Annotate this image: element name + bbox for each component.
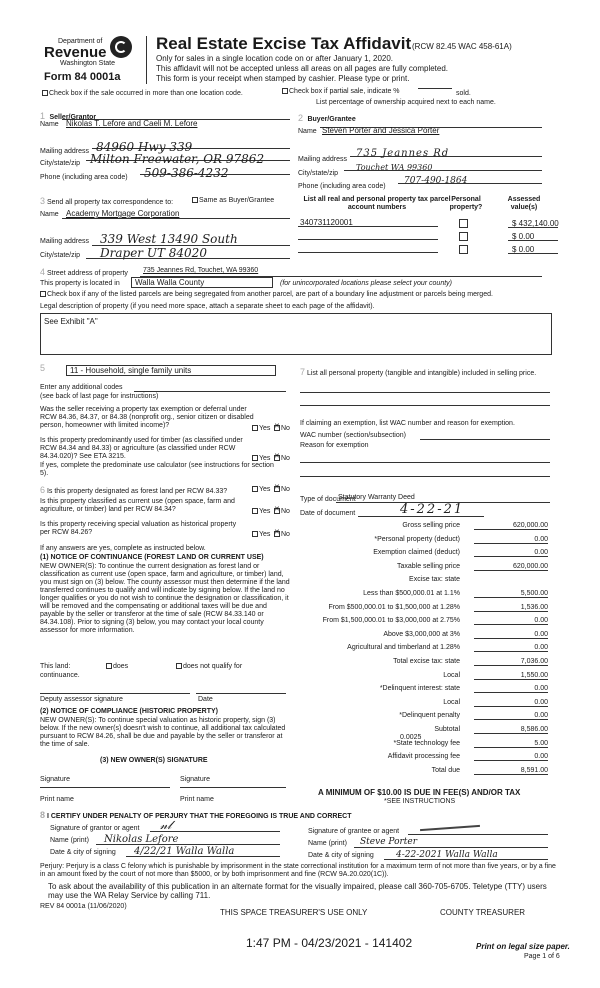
- corr-mailing-label: Mailing address: [40, 238, 90, 245]
- personal-property-line-2[interactable]: [300, 405, 550, 406]
- tax-row-label: Taxable selling price: [396, 562, 460, 570]
- tax-row-value[interactable]: 1,536.00: [474, 604, 548, 612]
- grantee-signature-line[interactable]: [408, 834, 548, 835]
- buyer-mailing-field[interactable]: 735 Jeannes Rd: [356, 148, 450, 159]
- use-code-select[interactable]: 11 - Household, single family units: [66, 365, 276, 376]
- header-note-2: This affidavit will not be accepted unless all areas on all pages are fully completed.: [156, 64, 449, 73]
- owner-signature-1-line[interactable]: [40, 787, 170, 788]
- section-5-number: 5: [40, 363, 46, 373]
- multi-location-label: Check box if the sale occurred in more than one location code.: [49, 90, 243, 97]
- form-title: Real Estate Excise Tax Affidavit: [156, 34, 412, 53]
- county-treasurer-label: COUNTY TREASURER: [440, 908, 526, 917]
- county-select[interactable]: Walla Walla County: [131, 277, 273, 288]
- tax-row: [300, 671, 560, 683]
- timber-if-yes-note: If yes, complete the predominate use calculator (see instructions for section 5).: [40, 462, 274, 477]
- tax-row: [300, 698, 560, 710]
- forest-question: 6 Is this property designated as forest land per RCW 84.33?: [40, 485, 228, 495]
- seller-city-field[interactable]: Milton Freewater, OR 97862: [90, 152, 265, 166]
- tax-row-label: From $1,500,000.01 to $3,000,000 at 2.75%: [322, 617, 460, 625]
- parcel-row-2-value-line: [508, 240, 558, 241]
- alt-format-notice: To ask about the availability of this publication in an alternate format for the visually impaired, please call 360-705-6705. Teletype (TTY) users may use the WA Relay Service by calling 711.: [48, 882, 547, 900]
- treasurer-use-label: THIS SPACE TREASURER'S USE ONLY: [220, 908, 368, 917]
- grantee-signature-label: Signature of grantee or agent: [308, 828, 400, 835]
- certify-statement: 8 I CERTIFY UNDER PENALTY OF PERJURY THAT THE FOREGOING IS TRUE AND CORRECT: [40, 810, 352, 820]
- current-use-no-checkbox[interactable]: ✕ No: [274, 508, 290, 516]
- see-instructions-note: *SEE INSTRUCTIONS: [384, 798, 456, 805]
- tax-row-label: Total due: [431, 766, 460, 774]
- tax-row: [300, 616, 560, 628]
- doc-date-field[interactable]: 4-22-21: [400, 502, 465, 517]
- tax-row-label: Local: [443, 698, 460, 706]
- corr-city-field[interactable]: Draper UT 84020: [100, 246, 207, 260]
- owner-signature-1-label: Signature: [40, 776, 70, 783]
- tax-row-value[interactable]: 1,550.00: [474, 672, 548, 680]
- owner-print-2-label: Print name: [180, 796, 214, 803]
- new-owner-signature-title: (3) NEW OWNER(S) SIGNATURE: [100, 757, 208, 764]
- legal-description-label: Legal description of property (if you need more space, attach a separate sheet to each page of the affidavit).: [40, 303, 375, 310]
- tax-row-label: Subtotal: [434, 726, 460, 733]
- tax-row: [300, 562, 560, 574]
- cashier-stamp: 1:47 PM - 04/23/2021 - 141402: [246, 936, 413, 950]
- exemption-no-checkbox[interactable]: ✕ No: [274, 425, 290, 433]
- partial-sale-checkbox[interactable]: [282, 88, 400, 96]
- timber-no-checkbox[interactable]: ✕ No: [274, 455, 290, 463]
- grantor-name-label: Name (print): [50, 837, 89, 844]
- exemption-claim-label: If claiming an exemption, list WAC number and reason for exemption.: [300, 420, 515, 427]
- header-note-1: Only for sales in a single location code on or after January 1, 2020.: [156, 54, 394, 63]
- historic-question: Is this property receiving special valuation as historical property per RCW 84.26?: [40, 521, 237, 536]
- tax-row-label: Less than $500,000.01 at 1.1%: [363, 590, 460, 597]
- deputy-date-line[interactable]: [196, 693, 286, 694]
- buyer-name-label: Name: [298, 128, 317, 135]
- header-divider: [146, 36, 147, 84]
- segregated-checkbox[interactable]: [40, 291, 550, 299]
- seller-phone-label: Phone (including area code): [40, 174, 128, 181]
- header-note-3: This form is your receipt when stamped by cashier. Please type or print.: [156, 74, 410, 83]
- sold-label: sold.: [456, 90, 471, 97]
- current-use-yes-checkbox[interactable]: Yes: [252, 508, 270, 516]
- grantee-name-label: Name (print): [308, 840, 347, 847]
- tax-row-label: Excise tax: state: [409, 576, 460, 584]
- tax-row-label: *State technology fee: [393, 739, 460, 747]
- tax-row-value[interactable]: 620,000.00: [474, 522, 548, 530]
- parcel-row-3-value[interactable]: $ 0.00: [512, 245, 535, 254]
- deputy-signature-line[interactable]: [40, 693, 190, 694]
- grantee-date-label: Date & city of signing: [308, 852, 374, 859]
- additional-codes-field[interactable]: [134, 391, 286, 392]
- deputy-signature-label: Deputy assessor signature: [40, 696, 123, 703]
- exemption-yes-checkbox[interactable]: Yes: [252, 425, 270, 433]
- tax-row-label: Affidavit processing fee: [387, 753, 460, 761]
- continuance-title: (1) NOTICE OF CONTINUANCE (FOREST LAND OR CURRENT USE): [40, 554, 264, 561]
- doc-date-line: [358, 516, 484, 517]
- property-located-label: This property is located in: [40, 280, 120, 287]
- historic-yes-checkbox[interactable]: Yes: [252, 531, 270, 539]
- tax-row: [300, 575, 560, 587]
- timber-yes-checkbox[interactable]: Yes: [252, 455, 270, 463]
- tax-row: [300, 548, 560, 560]
- revision-number: REV 84 0001a (11/06/2020): [40, 903, 127, 910]
- seller-name-label: Name: [40, 121, 59, 128]
- perjury-notice: Perjury: Perjury is a class C felony which is punishable by imprisonment in the state correctional institution for a maximum term of not more than five years, or by a fine in an amount fixed by the court of not more than $5000, or by both imprisonment and fine (RCW 9A.20.020(1C)).: [40, 863, 556, 878]
- corr-name-label: Name: [40, 211, 59, 218]
- partial-percent-field[interactable]: [418, 88, 452, 89]
- historic-no-checkbox[interactable]: ✕ No: [274, 531, 290, 539]
- parcel-row-1-account[interactable]: 340731120001: [300, 218, 353, 227]
- exemption-reason-line-2[interactable]: [300, 476, 550, 477]
- buyer-phone-label: Phone (including area code): [298, 183, 386, 190]
- grantee-name-field[interactable]: Steve Porter: [360, 837, 418, 847]
- parcel-row-1-value[interactable]: $ 432,140.00: [512, 219, 559, 228]
- current-use-question: Is this property classified as current use (open space, farm and agriculture, or timber) land per RCW 84.34?: [40, 498, 235, 513]
- tax-row: [300, 766, 560, 778]
- grantor-date-field[interactable]: 4/22/21 Walla Walla: [134, 846, 235, 857]
- tax-row-label: *Personal property (deduct): [374, 535, 460, 543]
- buyer-city-label: City/state/zip: [298, 170, 339, 177]
- tax-row: [300, 589, 560, 601]
- tax-row-value[interactable]: 0.00: [474, 617, 548, 625]
- tax-row-label: From $500,000.01 to $1,500,000 at 1.28%: [328, 603, 460, 611]
- form-statute: (RCW 82.45 WAC 458-61A): [412, 42, 512, 51]
- parcel-row-1-value-line: [508, 227, 558, 228]
- unincorporated-note: (for unincorporated locations please select your county): [280, 280, 452, 287]
- minimum-due-note: A MINIMUM OF $10.00 IS DUE IN FEE(S) AND/OR TAX: [318, 788, 521, 797]
- parcel-row-1-personal-checkbox[interactable]: [459, 219, 468, 228]
- correspondence-heading: 3 Send all property tax correspondence to:: [40, 196, 174, 206]
- buyer-mailing-label: Mailing address: [298, 156, 348, 163]
- additional-codes-note: (see back of last page for instructions): [40, 393, 159, 400]
- tax-row: [300, 711, 560, 723]
- tax-row: [300, 739, 560, 751]
- buyer-city-field[interactable]: Touchet WA 99360: [356, 163, 433, 172]
- personal-property-label: 7 List all personal property (tangible and intangible) included in selling price.: [300, 367, 537, 377]
- grantor-name-field[interactable]: Nikolas Lefore: [104, 834, 179, 845]
- tax-row-value[interactable]: 0.00: [474, 712, 548, 720]
- corr-name-line: [62, 218, 290, 219]
- grantee-signature-icon: [420, 825, 480, 831]
- grantee-date-field[interactable]: 4-22-2021 Walla Walla: [396, 850, 498, 860]
- continuance-text: NEW OWNER(S): To continue the current designation as forest land or classification as current use (open space, farm and agriculture, or timber) land, you must sign on (3) below. The county assessor must then determine if the land transferred continues to qualify and will indicate by signing below. If the land no longer qualifies or you do not wish to continue the designation or classification, it will be removed and the compensating or additional taxes will be due and payable by the seller or transferor at the time of sale (RCW 84.33.140 or 84.34.108). Prior to signing (3) below, you may contact your local county assessor for more information.: [40, 563, 290, 634]
- land-does-checkbox[interactable]: does: [106, 663, 128, 671]
- dept-line: Department of: [58, 38, 103, 45]
- owner-print-1-label: Print name: [40, 796, 74, 803]
- doc-type-field[interactable]: Statutory Warranty Deed: [338, 494, 415, 501]
- parcel-row-1-line: [298, 226, 438, 227]
- multi-location-checkbox[interactable]: [42, 90, 243, 98]
- dept-name: Revenue: [44, 44, 107, 61]
- tax-row-label: Exemption claimed (deduct): [373, 549, 460, 557]
- state-name: Washington State: [60, 60, 115, 67]
- tax-row-label: Total excise tax: state: [393, 658, 460, 665]
- tax-row-value[interactable]: 0.00: [474, 644, 548, 652]
- seller-phone-field[interactable]: 509-386-4232: [144, 166, 229, 180]
- tax-row-label: Above $3,000,000 at 3%: [383, 630, 460, 638]
- tax-row-value[interactable]: 0.00: [474, 699, 548, 707]
- parcel-col-personal: Personal property?: [449, 196, 483, 211]
- this-land-label: This land:: [40, 663, 71, 670]
- tax-row-label: *Delinquent interest: state: [379, 685, 460, 693]
- tax-row-value[interactable]: 0.00: [474, 753, 548, 761]
- property-street-label: 4 Street address of property: [40, 267, 128, 277]
- exemption-reason-line-1[interactable]: [300, 462, 550, 463]
- exemption-question: Was the seller receiving a property tax exemption or deferral under RCW 84.36, 84.37, or 84.38 (nonprofit org., senior citizen or disabled person, homeowner with limited income)?: [40, 406, 254, 429]
- parcel-row-2-value[interactable]: $ 0.00: [512, 232, 535, 241]
- same-as-buyer-checkbox[interactable]: [192, 197, 274, 205]
- partial-sale-label: Check box if partial sale, indicate %: [289, 88, 400, 95]
- buyer-phone-field[interactable]: 707-490-1864: [404, 176, 468, 186]
- tax-row-value[interactable]: 8,591.00: [474, 767, 548, 775]
- tax-row-label: *Delinquent penalty: [399, 712, 460, 720]
- tax-row-label: Gross selling price: [402, 522, 460, 529]
- legal-description-field[interactable]: See Exhibit "A": [40, 313, 552, 355]
- historic-notice-text: NEW OWNER(S): To continue special valuation as historic property, sign (3) below. If the new owner(s) doesn't wish to continue, all additional tax calculated pursuant to RCW 84.26, shall be due and payable by the seller or transferor at the time of sale.: [40, 717, 286, 748]
- seller-name-field[interactable]: Nikolas T. Lefore and Caeli M. Lefore: [66, 119, 198, 128]
- tax-row-value[interactable]: 0.00: [474, 549, 548, 557]
- segregated-label: Check box if any of the listed parcels are being segregated from another parcel, are part of a boundary line adjustment or parcels being merged.: [47, 291, 493, 298]
- parcel-row-3-personal-checkbox[interactable]: [459, 245, 468, 254]
- tax-row-value[interactable]: 0.00: [474, 536, 548, 544]
- corr-city-label: City/state/zip: [40, 252, 81, 259]
- legal-paper-note: Print on legal size paper.: [476, 942, 570, 951]
- parcel-row-3-line[interactable]: [298, 252, 438, 253]
- owner-signature-2-label: Signature: [180, 776, 210, 783]
- tax-row-value[interactable]: 5,500.00: [474, 590, 548, 598]
- tax-row-label: Agricultural and timberland at 1.28%: [347, 644, 460, 652]
- tax-row: [300, 630, 560, 642]
- tax-row: [300, 657, 560, 669]
- wac-number-field[interactable]: [420, 439, 550, 440]
- tax-row-value[interactable]: 7,036.00: [474, 658, 548, 666]
- doc-type-label: Type of document: [300, 496, 356, 503]
- property-street-field[interactable]: 735 Jeannes Rd, Touchet, WA 99360: [143, 267, 259, 274]
- seller-heading: 1 Seller/Grantor: [40, 111, 97, 121]
- tax-row: [300, 684, 560, 696]
- timber-question: Is this property predominantly used for timber (as classified under RCW 84.34 and 84.33) or agriculture (as classified under RCW 84.34.020)? See ETA 3215.: [40, 437, 243, 460]
- parcel-col-assessed: Assessed value(s): [507, 196, 541, 211]
- local-rate: 0.0025: [400, 734, 422, 741]
- tax-row: [300, 603, 560, 615]
- form-number: Form 84 0001a: [44, 71, 121, 83]
- parcel-row-2-line[interactable]: [298, 239, 438, 240]
- grantor-date-label: Date & city of signing: [50, 849, 116, 856]
- tax-row: [300, 725, 560, 737]
- additional-codes-label: Enter any additional codes: [40, 384, 123, 391]
- revenue-logo-icon: [110, 36, 132, 58]
- buyer-name-field[interactable]: Steven Porter and Jessica Porter: [322, 126, 440, 135]
- parcel-col-accounts: List all real and personal property tax parcel account numbers: [303, 196, 451, 211]
- grantor-signature-icon: 𝓃𝓁: [160, 818, 172, 832]
- if-yes-note: If any answers are yes, complete as instructed below.: [40, 545, 206, 552]
- historic-notice-title: (2) NOTICE OF COMPLIANCE (HISTORIC PROPERTY): [40, 708, 218, 715]
- page-number: Page 1 of 6: [524, 953, 560, 960]
- ownership-note: List percentage of ownership acquired next to each name.: [316, 99, 496, 106]
- deputy-date-label: Date: [198, 696, 213, 703]
- tax-row: [300, 521, 560, 533]
- doc-date-label: Date of document: [300, 510, 356, 517]
- land-does-not-checkbox[interactable]: does not qualify for: [176, 663, 242, 671]
- tax-row-value[interactable]: 5.00: [474, 740, 548, 748]
- grantee-name-line: [354, 847, 548, 848]
- buyer-heading: 2 Buyer/Grantee: [298, 113, 356, 123]
- same-as-buyer-label: Same as Buyer/Grantee: [199, 197, 275, 204]
- personal-property-line-1[interactable]: [300, 392, 550, 393]
- exemption-reason-label: Reason for exemption: [300, 442, 369, 449]
- forest-no-checkbox[interactable]: ✕ No: [274, 486, 290, 494]
- tax-row-label: Local: [443, 671, 460, 679]
- corr-mailing-field[interactable]: 339 West 13490 South: [100, 232, 238, 246]
- seller-mailing-label: Mailing address: [40, 148, 90, 155]
- parcel-row-3-value-line: [508, 253, 558, 254]
- grantor-signature-label: Signature of grantor or agent: [50, 825, 140, 832]
- tax-row: [300, 752, 560, 764]
- tax-row-value[interactable]: 620,000.00: [474, 563, 548, 571]
- wac-number-label: WAC number (section/subsection): [300, 432, 406, 439]
- seller-city-label: City/state/zip: [40, 160, 81, 167]
- tax-row-value[interactable]: 0.00: [474, 685, 548, 693]
- seller-mailing-field[interactable]: 84960 Hwy 339: [96, 140, 193, 154]
- tax-row-value[interactable]: 8,586.00: [474, 726, 548, 734]
- tax-row-value[interactable]: 0.00: [474, 631, 548, 639]
- forest-yes-checkbox[interactable]: Yes: [252, 486, 270, 494]
- continuance-label: continuance.: [40, 672, 80, 679]
- parcel-row-2-personal-checkbox[interactable]: [459, 232, 468, 241]
- owner-signature-2-line[interactable]: [180, 787, 286, 788]
- tax-row: [300, 643, 560, 655]
- corr-name-field[interactable]: Academy Mortgage Corporation: [66, 209, 180, 218]
- tax-row: [300, 535, 560, 547]
